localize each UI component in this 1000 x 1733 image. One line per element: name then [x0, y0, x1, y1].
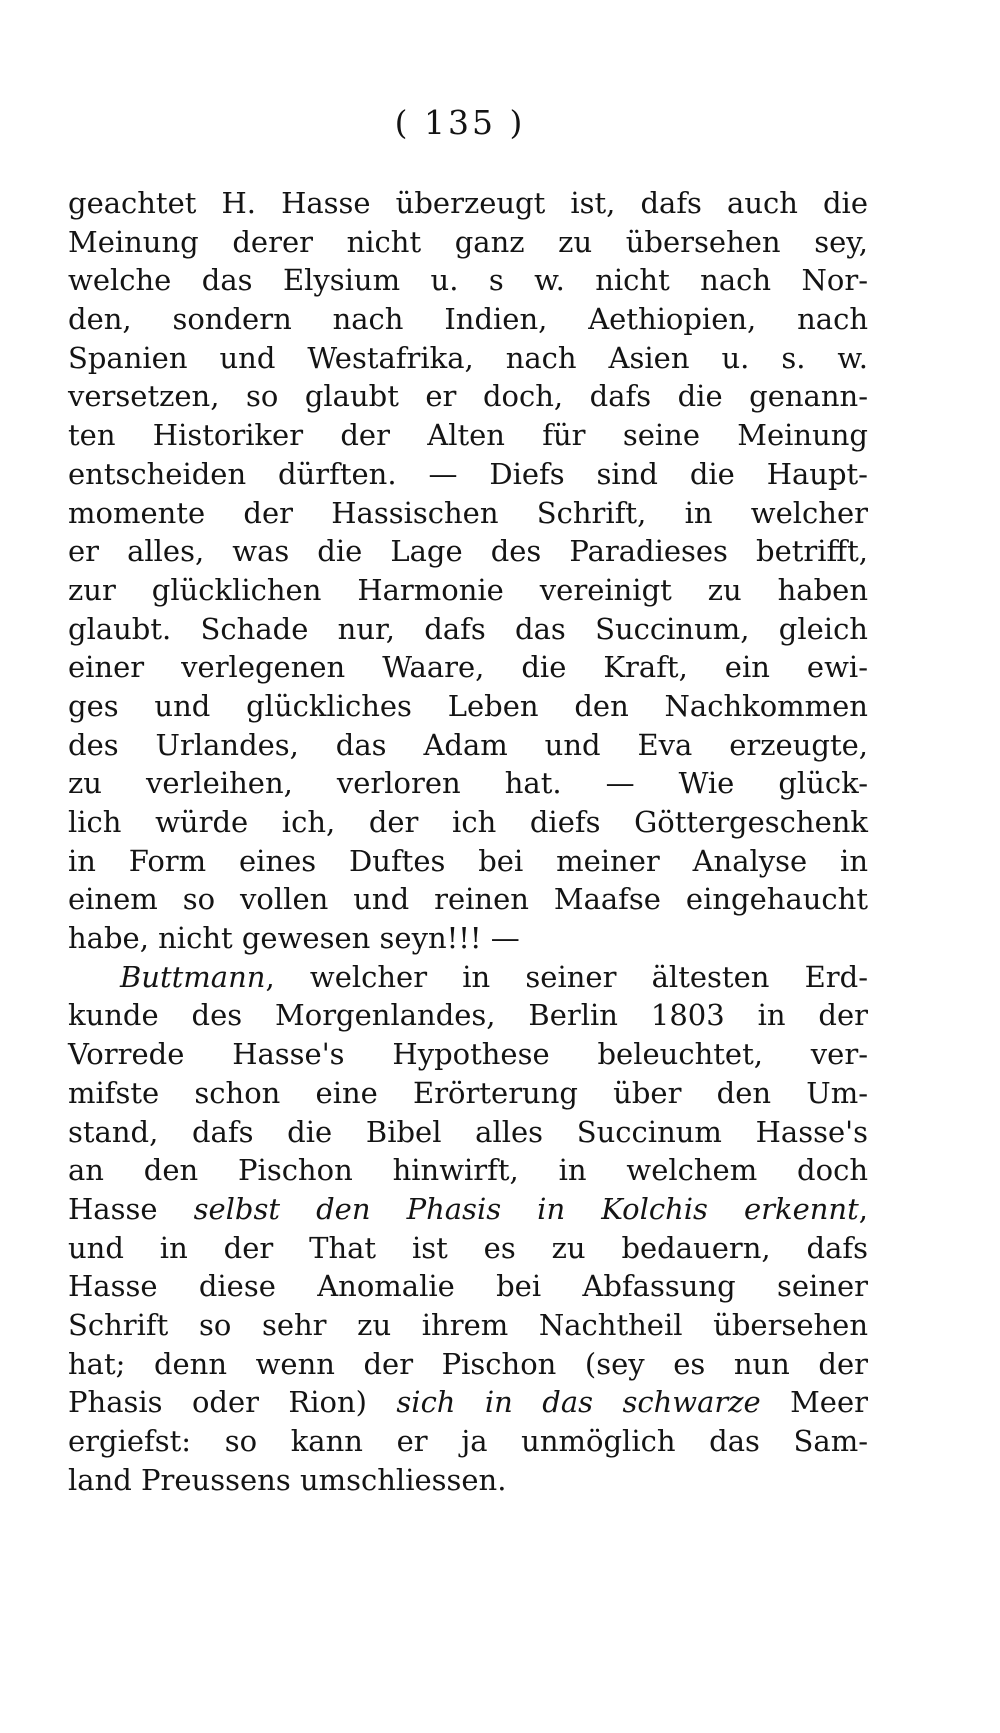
text-line: Schrift so sehr zu ihrem Nachtheil übersehen: [68, 1307, 868, 1342]
paragraph-1: [68, 184, 868, 958]
text-line: [68, 958, 868, 997]
text-fragment: , welcher in seiner ältesten Erd-: [265, 959, 868, 994]
text-fragment: ,: [858, 1191, 868, 1226]
text-line: er alles, was die Lage des Paradieses betrifft,: [68, 534, 868, 569]
text-line: Hasse diese Anomalie bei Abfassung seiner: [68, 1269, 868, 1304]
text-line: ergiefst: so kann er ja unmöglich das Sam-: [68, 1424, 868, 1458]
text-fragment: Hasse: [68, 1191, 194, 1226]
author-name: Buttmann: [120, 959, 266, 994]
text-line: Vorrede Hasse's Hypothese beleuchtet, ver-: [68, 1037, 868, 1072]
text-line: welche das Elysium u. s w. nicht nach Nor-: [68, 263, 868, 298]
text-line: zu verleihen, verloren hat. — Wie glück-: [68, 766, 868, 801]
text-line: zur glücklichen Harmonie vereinigt zu haben: [68, 572, 868, 607]
text-line: einem so vollen und reinen Maafse eingehaucht: [68, 882, 868, 917]
text-line: des Urlandes, das Adam und Eva erzeugte,: [68, 727, 868, 762]
text-line: stand, dafs die Bibel alles Succinum Hasse's: [68, 1114, 868, 1149]
text-line: Meinung derer nicht ganz zu übersehen sey,: [68, 224, 868, 259]
text-line: lich würde ich, der ich diefs Göttergeschenk: [68, 805, 868, 839]
text-line: ten Historiker der Alten für seine Meinung: [68, 418, 868, 453]
paragraph-2: [68, 958, 868, 1500]
italic-fragment: selbst den Phasis in Kolchis erkennt: [193, 1191, 859, 1226]
text-line: den, sondern nach Indien, Aethiopien, nach: [68, 302, 868, 337]
text-line: versetzen, so glaubt er doch, dafs die genann-: [68, 379, 868, 414]
text-line: momente der Hassischen Schrift, in welcher: [68, 495, 868, 530]
text-line: [68, 1383, 868, 1422]
text-line: mifste schon eine Erörterung über den Um-: [68, 1075, 868, 1110]
text-line: land Preussens umschliessen.: [68, 1462, 507, 1497]
text-line: entscheiden dürften. — Diefs sind die Haupt-: [68, 456, 868, 491]
text-line: ges und glückliches Leben den Nachkommen: [68, 688, 868, 723]
text-line: habe, nicht gewesen seyn!!! —: [68, 921, 520, 956]
text-line: kunde des Morgenlandes, Berlin 1803 in der: [68, 998, 868, 1033]
text-line: an den Pischon hinwirft, in welchem doch: [68, 1153, 868, 1188]
text-line: glaubt. Schade nur, dafs das Succinum, gleich: [68, 611, 868, 646]
text-line: einer verlegenen Waare, die Kraft, ein ewi-: [68, 650, 868, 685]
text-line: hat; denn wenn der Pischon (sey es nun der: [68, 1346, 868, 1381]
text-fragment: Phasis oder Rion): [68, 1385, 397, 1420]
page-number: ( 135 ): [394, 103, 526, 142]
italic-fragment: sich in das schwarze: [396, 1385, 761, 1420]
text-line: Spanien und Westafrika, nach Asien u. s. w.: [68, 340, 868, 375]
text-line: in Form eines Duftes bei meiner Analyse in: [68, 843, 868, 878]
text-line: und in der That ist es zu bedauern, dafs: [68, 1230, 868, 1265]
body-text: [68, 184, 868, 1499]
text-line: [68, 1190, 868, 1229]
text-fragment: Meer: [760, 1385, 868, 1420]
text-line: geachtet H. Hasse überzeugt ist, dafs auch die: [68, 186, 868, 220]
